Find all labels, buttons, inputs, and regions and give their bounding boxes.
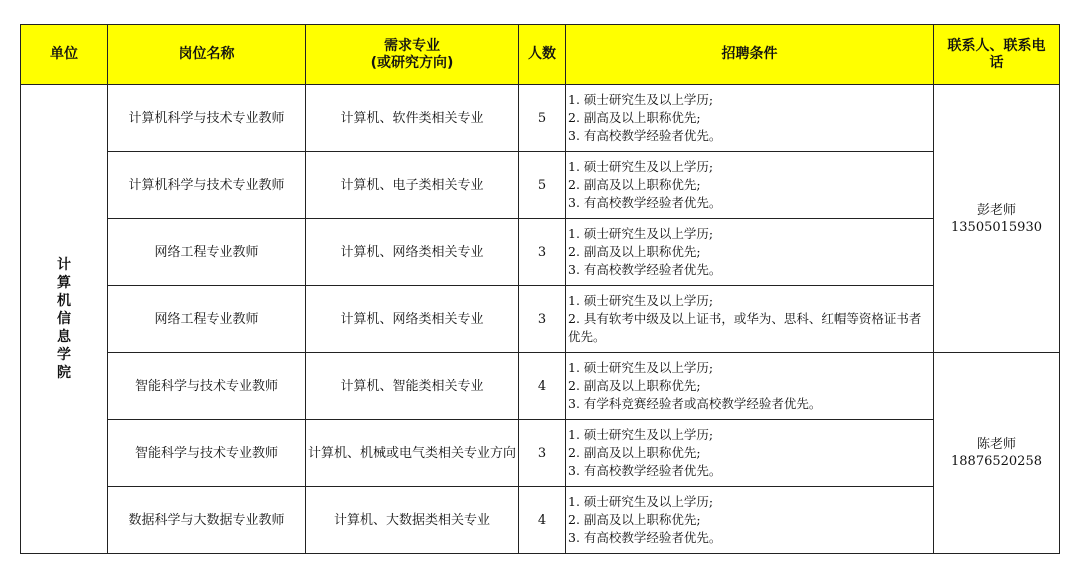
condition-item: 1. 硕士研究生及以上学历; [568,159,714,174]
condition-item: 1. 硕士研究生及以上学历; [568,92,714,107]
position-cell: 智能科学与技术专业教师 [108,353,306,420]
unit-name: 计算机信息学院 [57,257,71,381]
table-row [21,85,1060,152]
conditions-cell [566,420,934,487]
conditions-cell [566,85,934,152]
table-row [21,353,1060,420]
condition-item: 1. 硕士研究生及以上学历; [568,293,714,308]
condition-item: 1. 硕士研究生及以上学历; [568,360,714,375]
contact-phone: 18876520258 [951,454,1042,469]
header-position: 岗位名称 [108,25,306,85]
position-cell: 数据科学与大数据专业教师 [108,487,306,554]
conditions-cell [566,152,934,219]
major-cell: 计算机、网络类相关专业 [306,219,519,286]
major-cell: 计算机、网络类相关专业 [306,286,519,353]
condition-item: 3. 有高校教学经验者优先。 [568,463,722,478]
conditions-cell [566,487,934,554]
table-row [21,152,1060,219]
contact-cell-1 [934,85,1060,353]
condition-item: 2. 副高及以上职称优先; [568,244,701,259]
contact-name: 彭老师 [976,202,1016,218]
header-conditions: 招聘条件 [566,25,934,85]
condition-item: 2. 具有软考中级及以上证书，或华为、思科、红帽等资格证书者优先。 [568,311,922,344]
table-row [21,420,1060,487]
position-cell: 计算机科学与技术专业教师 [108,85,306,152]
position-cell: 智能科学与技术专业教师 [108,420,306,487]
header-major [306,25,519,85]
condition-item: 2. 副高及以上职称优先; [568,177,701,192]
recruitment-table [20,24,1060,554]
contact-name: 陈老师 [976,437,1016,452]
major-cell: 计算机、软件类相关专业 [306,85,519,152]
header-contact-line2: 话 [989,54,1004,71]
count-cell: 3 [519,286,566,353]
unit-cell [21,85,108,554]
header-major-line2: (或研究方向) [370,54,454,71]
major-cell: 计算机、电子类相关专业 [306,152,519,219]
condition-item: 3. 有高校教学经验者优先。 [568,262,722,277]
conditions-cell [566,219,934,286]
condition-item: 1. 硕士研究生及以上学历; [568,427,714,442]
count-cell: 5 [519,152,566,219]
count-cell: 3 [519,219,566,286]
contact-phone: 13505015930 [951,219,1042,235]
major-cell: 计算机、智能类相关专业 [306,353,519,420]
header-row [21,25,1060,85]
count-cell: 3 [519,420,566,487]
condition-item: 3. 有高校教学经验者优先。 [568,195,722,210]
condition-item: 1. 硕士研究生及以上学历; [568,494,714,509]
major-cell: 计算机、大数据类相关专业 [306,487,519,554]
header-major-line1: 需求专业 [384,37,440,54]
condition-item: 2. 副高及以上职称优先; [568,512,701,527]
condition-item: 3. 有学科竞赛经验者或高校教学经验者优先。 [568,396,822,411]
condition-item: 3. 有高校教学经验者优先。 [568,128,722,143]
condition-item: 2. 副高及以上职称优先; [568,378,701,393]
table-row [21,286,1060,353]
condition-item: 1. 硕士研究生及以上学历; [568,226,714,241]
conditions-cell [566,286,934,353]
condition-item: 2. 副高及以上职称优先; [568,445,701,460]
position-cell: 网络工程专业教师 [108,219,306,286]
position-cell: 计算机科学与技术专业教师 [108,152,306,219]
table-row [21,219,1060,286]
header-contact [934,25,1060,85]
table-row [21,487,1060,554]
header-contact-line1: 联系人、联系电 [947,37,1046,54]
conditions-cell [566,353,934,420]
header-count: 人数 [519,25,566,85]
position-cell: 网络工程专业教师 [108,286,306,353]
major-text: 计算机、机械或电气类相关专业方向 [307,445,516,461]
contact-cell-2 [934,353,1060,554]
count-cell: 4 [519,353,566,420]
major-cell [306,420,519,487]
count-cell: 5 [519,85,566,152]
header-unit: 单位 [21,25,108,85]
count-cell: 4 [519,487,566,554]
condition-item: 3. 有高校教学经验者优先。 [568,530,722,545]
condition-item: 2. 副高及以上职称优先; [568,110,701,125]
